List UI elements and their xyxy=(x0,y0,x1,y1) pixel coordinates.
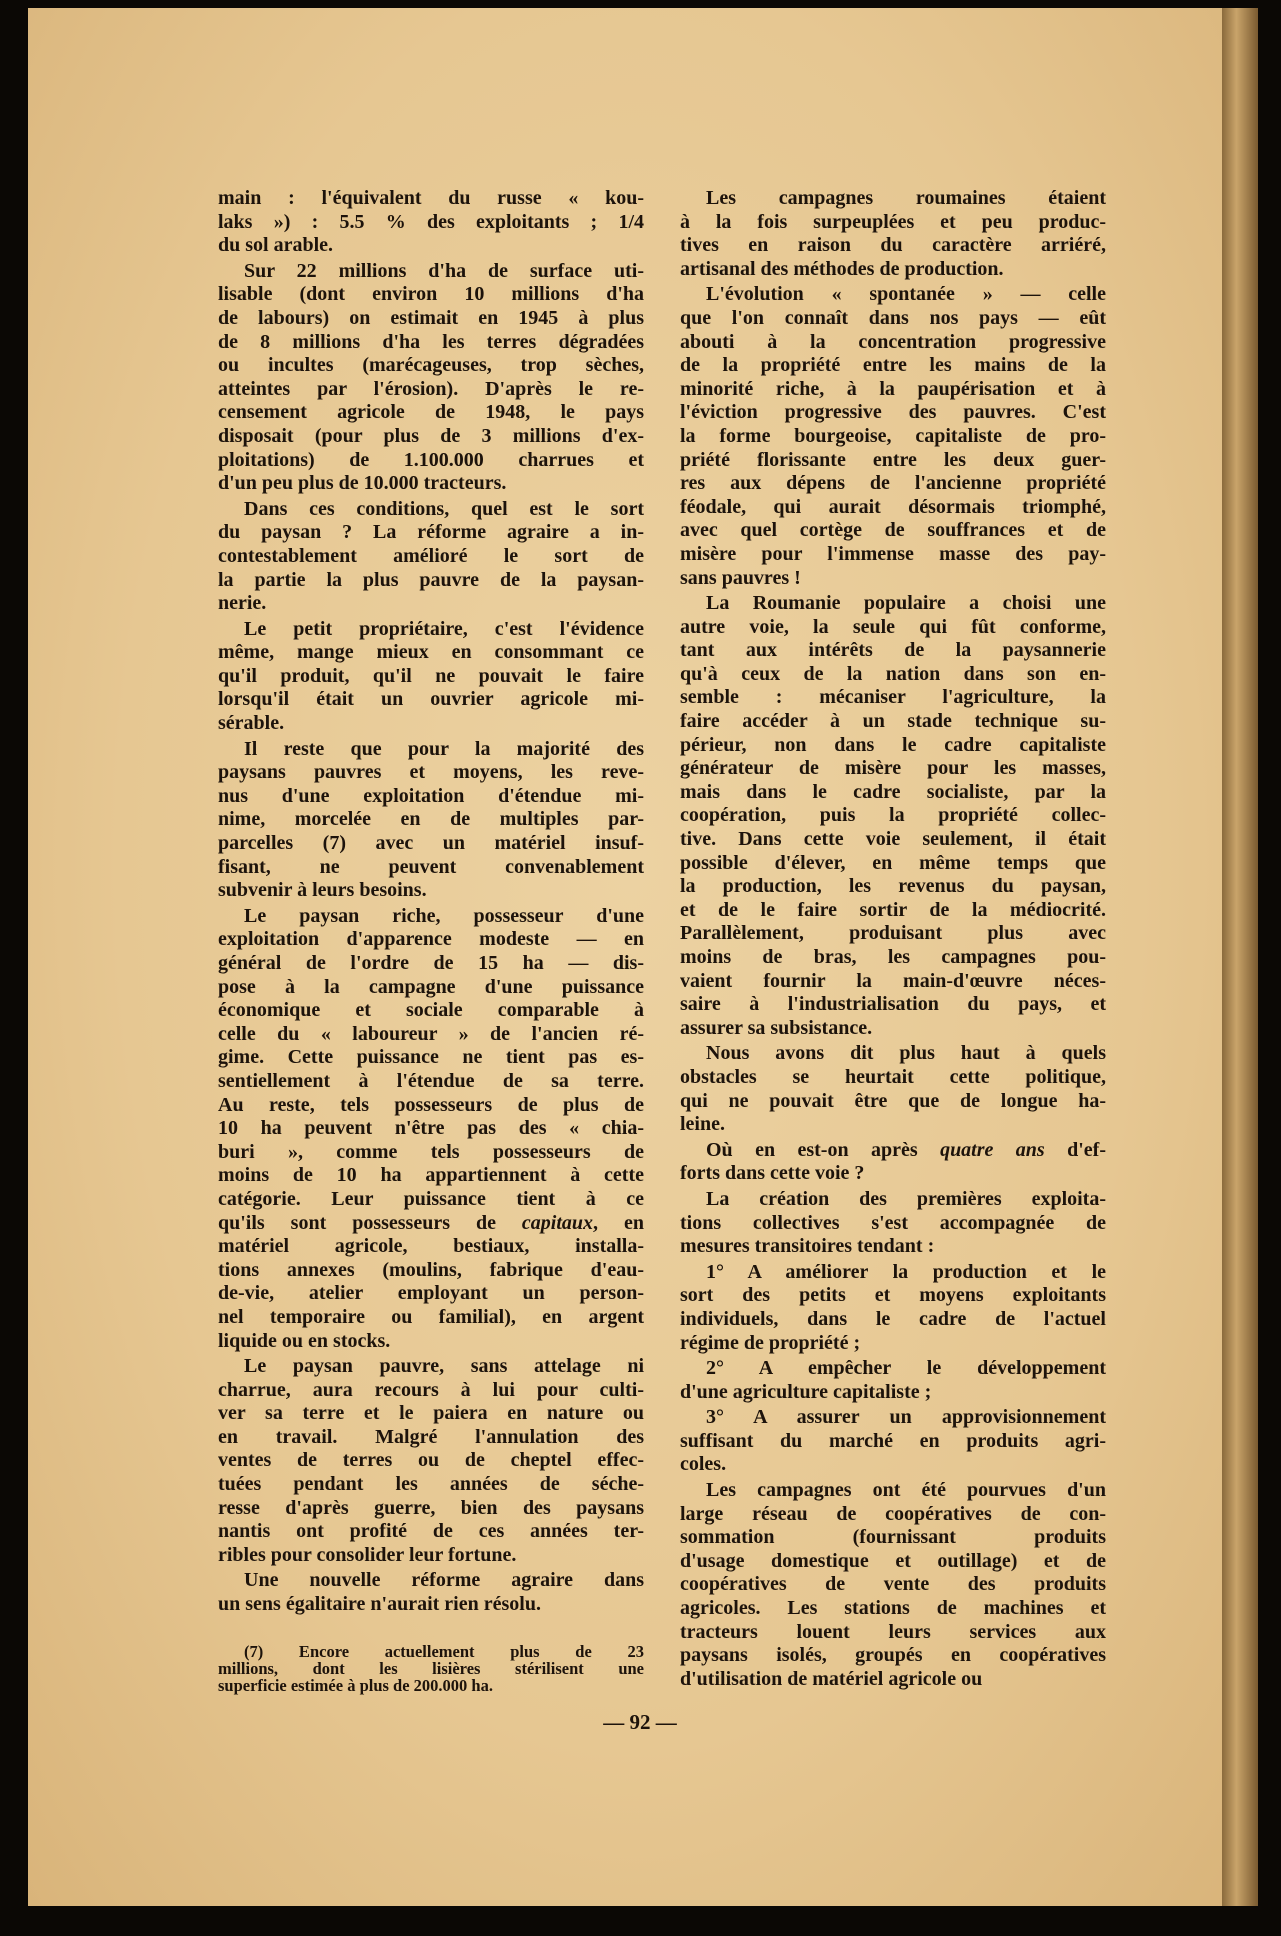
text-line: périeur, non dans le cadre capitaliste xyxy=(680,733,1106,756)
text-line: abouti à la concentration progressive xyxy=(680,330,1106,353)
text-line: agricoles. Les stations de machines et xyxy=(680,1597,1106,1620)
text-line: La Roumanie populaire a choisi une xyxy=(706,592,1106,615)
text-line: nime, morcelée en de multiples par- xyxy=(218,808,644,831)
text-line: de-vie, atelier employant un person- xyxy=(218,1282,644,1305)
text-line: coopération, puis la propriété collec- xyxy=(680,804,1106,827)
text-segment: , en xyxy=(593,1211,645,1234)
text-line: moins de 10 ha appartiennent à cette xyxy=(218,1164,644,1187)
paragraph xyxy=(218,738,644,903)
text-line: saire à l'industrialisation du pays, et xyxy=(680,993,1106,1016)
text-line: vaient fournir la main-d'œuvre néces- xyxy=(680,969,1106,992)
text-line: tives en raison du caractère arriéré, xyxy=(680,234,1106,257)
text-line: ver sa terre et le paiera en nature ou xyxy=(218,1402,644,1425)
text-line: féodale, qui aurait désormais triomphé, xyxy=(680,495,1106,518)
paragraph xyxy=(680,1042,1106,1136)
text-line: Les campagnes roumaines étaient xyxy=(706,187,1106,209)
text-line: disposait (pour plus de 3 millions d'ex- xyxy=(218,424,644,447)
text-line: sommation (fournissant produits xyxy=(680,1526,1106,1549)
text-line: Au reste, tels possesseurs de plus de xyxy=(218,1093,644,1116)
text-line: en travail. Malgré l'annulation des xyxy=(218,1425,644,1448)
text-line: qu'il produit, qu'il ne pouvait le faire xyxy=(218,664,644,687)
text-line: qui ne pouvait être que de longue ha- xyxy=(680,1089,1106,1112)
text-line: de la propriété entre les mains de la xyxy=(680,354,1106,377)
text-line: mesures transitoires tendant : xyxy=(680,1235,935,1258)
text-line: suffisant du marché en produits agri- xyxy=(680,1429,1106,1452)
text-line: nantis ont profité de ces années ter- xyxy=(218,1520,644,1543)
text-line: laks ») : 5.5 % des exploitants ; 1/4 xyxy=(218,210,644,233)
paragraph xyxy=(680,1139,1106,1186)
text-line: coopératives de vente des produits xyxy=(680,1573,1106,1596)
text-line: qu'à ceux de la nation dans son en- xyxy=(680,662,1106,685)
text-line: (7) Encore actuellement plus de 23 xyxy=(244,1642,644,1661)
text-line: 10 ha peuvent n'être pas des « chia- xyxy=(218,1117,644,1140)
text-line: Dans ces conditions, quel est le sort xyxy=(244,497,644,520)
text-line: ventes de terres ou de cheptel effec- xyxy=(218,1449,644,1472)
right-column xyxy=(680,187,1106,1693)
text-line: que l'on connaît dans nos pays — eût xyxy=(680,306,1106,329)
italic-text: capitaux xyxy=(521,1211,594,1234)
text-line: tuées pendant les années de séche- xyxy=(218,1473,644,1496)
text-line: parcelles (7) avec un matériel insuf- xyxy=(218,832,644,855)
text-line: et de le faire sortir de la médiocrité. xyxy=(680,898,1106,921)
text-line: semble : mécaniser l'agriculture, la xyxy=(680,686,1106,709)
paragraph xyxy=(680,1406,1106,1477)
text-line: exploitation d'apparence modeste — en xyxy=(218,928,644,951)
text-line: sans pauvres ! xyxy=(680,566,801,589)
text-line: la production, les revenus du paysan, xyxy=(680,875,1106,898)
text-line: Les campagnes ont été pourvues d'un xyxy=(706,1479,1106,1502)
text-line: individuels, dans le cadre de l'actuel xyxy=(680,1307,1106,1330)
text-line: du paysan ? La réforme agraire a in- xyxy=(218,521,644,544)
text-line: coles. xyxy=(680,1453,727,1476)
paragraph xyxy=(680,592,1106,1040)
paragraph xyxy=(218,1355,644,1567)
text-line: liquide ou en stocks. xyxy=(218,1329,391,1352)
text-line: avec quel cortège de souffrances et de xyxy=(680,519,1106,542)
text-line: res aux dépens de l'ancienne propriété xyxy=(680,472,1106,495)
text-line: 1° A améliorer la production et le xyxy=(706,1260,1106,1283)
text-line: forts dans cette voie ? xyxy=(680,1162,865,1185)
text-line: ploitations) de 1.100.000 charrues et xyxy=(218,448,644,471)
text-line: la forme bourgeoise, capitaliste de pro- xyxy=(680,424,1106,447)
text-line: paysans isolés, groupés en coopératives xyxy=(680,1644,1106,1667)
text-line: sort des petits et moyens exploitants xyxy=(680,1284,1106,1307)
text-line: tant aux intérêts de la paysannerie xyxy=(680,639,1106,662)
text-segment: qu'ils sont possesseurs de xyxy=(218,1211,522,1234)
text-line: faire accéder à un stade technique su- xyxy=(680,710,1106,733)
text-line: Nous avons dit plus haut à quels xyxy=(706,1042,1106,1065)
text-line: censement agricole de 1948, le pays xyxy=(218,401,644,424)
paragraph xyxy=(218,498,644,616)
text-line: La création des premières exploita- xyxy=(706,1187,1106,1210)
text-line: leine. xyxy=(680,1113,725,1136)
text-line: catégorie. Leur puissance tient à ce xyxy=(218,1187,644,1210)
text-line: fisant, ne peuvent convenablement xyxy=(218,855,644,878)
text-line: possible d'élever, en même temps que xyxy=(680,851,1106,874)
text-line: Le petit propriétaire, c'est l'évidence xyxy=(244,617,644,640)
text-line: misère pour l'immense masse des pay- xyxy=(680,542,1106,565)
text-line: L'évolution « spontanée » — celle xyxy=(706,283,1106,306)
text-line: tions collectives s'est accompagnée de xyxy=(680,1211,1106,1234)
text-line: subvenir à leurs besoins. xyxy=(218,879,427,902)
text-line: contestablement amélioré le sort de xyxy=(218,544,644,567)
text-line: pose à la campagne d'une puissance xyxy=(218,975,644,998)
text-line: 3° A assurer un approvisionnement xyxy=(706,1406,1106,1429)
text-line: Il reste que pour la majorité des xyxy=(244,737,644,760)
paragraph xyxy=(218,187,644,258)
italic-text: quatre ans xyxy=(940,1138,1045,1161)
text-line: gime. Cette puissance ne tient pas es- xyxy=(218,1046,644,1069)
page-number: — 92 — xyxy=(603,1710,677,1734)
text-line: moins de bras, les campagnes pou- xyxy=(680,946,1106,968)
text-line: générateur de misère pour les masses, xyxy=(680,757,1106,780)
text-line: Le paysan riche, possesseur d'une xyxy=(244,904,644,927)
paragraph xyxy=(680,1479,1106,1691)
text-line xyxy=(680,1139,1106,1163)
text-line: charrue, aura recours à lui pour culti- xyxy=(218,1378,644,1401)
text-line: 2° A empêcher le développement xyxy=(706,1357,1106,1380)
paragraph xyxy=(218,1569,644,1616)
paragraph xyxy=(680,1357,1106,1404)
text-line: de 8 millions d'ha les terres dégradées xyxy=(218,330,644,353)
text-line: millions, dont les lisières stérilisent une xyxy=(218,1659,644,1678)
paragraph xyxy=(218,905,644,1353)
text-line xyxy=(218,1212,644,1236)
paragraph xyxy=(218,260,644,496)
text-line: d'un peu plus de 10.000 tracteurs. xyxy=(218,472,507,495)
text-line: superficie estimée à plus de 200.000 ha. xyxy=(218,1676,493,1695)
text-line: du sol arable. xyxy=(218,234,334,257)
paragraph xyxy=(680,283,1106,590)
text-line: tive. Dans cette voie seulement, il était xyxy=(680,828,1106,851)
text-line: Une nouvelle réforme agraire dans xyxy=(244,1569,644,1592)
text-line: lorsqu'il était un ouvrier agricole mi- xyxy=(218,688,644,711)
text-line: tracteurs louent leurs services aux xyxy=(680,1620,1106,1643)
text-line: d'utilisation de matériel agricole ou xyxy=(680,1667,983,1690)
text-line: main : l'équivalent du russe « kou- xyxy=(218,187,644,209)
text-line: priété florissante entre les deux guer- xyxy=(680,448,1106,471)
text-line: tions annexes (moulins, fabrique d'eau- xyxy=(218,1258,644,1281)
left-column xyxy=(218,187,644,1619)
text-line: lisable (dont environ 10 millions d'ha xyxy=(218,283,644,306)
paragraph xyxy=(218,618,644,736)
text-line: nerie. xyxy=(218,592,267,615)
text-line: buri », comme tels possesseurs de xyxy=(218,1140,644,1163)
text-line: d'une agriculture capitaliste ; xyxy=(680,1380,932,1403)
text-line: mais dans le cadre socialiste, par la xyxy=(680,780,1106,803)
text-line: paysans pauvres et moyens, les reve- xyxy=(218,761,644,784)
text-line: Sur 22 millions d'ha de surface uti- xyxy=(244,259,644,282)
text-line: économique et sociale comparable à xyxy=(218,999,644,1022)
text-line: sérable. xyxy=(218,712,285,735)
text-line: Parallèlement, produisant plus avec xyxy=(680,922,1106,945)
text-line: l'éviction progressive des pauvres. C'est xyxy=(680,401,1106,424)
text-line: la partie la plus pauvre de la paysan- xyxy=(218,568,644,591)
text-line: Le paysan pauvre, sans attelage ni xyxy=(244,1355,644,1378)
text-line: même, mange mieux en consommant ce xyxy=(218,641,644,664)
footnote xyxy=(218,1643,644,1694)
text-line: assurer sa subsistance. xyxy=(680,1016,873,1039)
text-line: minorité riche, à la paupérisation et à xyxy=(680,377,1106,400)
text-line: régime de propriété ; xyxy=(680,1331,861,1354)
text-line: nus d'une exploitation d'étendue mi- xyxy=(218,784,644,807)
text-line: d'usage domestique et outillage) et de xyxy=(680,1549,1106,1572)
text-line: resse d'après guerre, bien des paysans xyxy=(218,1496,644,1519)
text-line: autre voie, la seule qui fût conforme, xyxy=(680,615,1106,638)
text-line: sentiellement à l'étendue de sa terre. xyxy=(218,1069,644,1092)
text-line: général de l'ordre de 15 ha — dis- xyxy=(218,952,644,974)
text-line: ribles pour consolider leur fortune. xyxy=(218,1543,517,1566)
text-line: ou incultes (marécageuses, trop sèches, xyxy=(218,354,644,377)
text-line: de labours) on estimait en 1945 à plus xyxy=(218,306,644,329)
text-line: matériel agricole, bestiaux, installa- xyxy=(218,1235,644,1258)
text-line: atteintes par l'érosion). D'après le re- xyxy=(218,377,644,400)
text-line: nel temporaire ou familial), en argent xyxy=(218,1305,644,1328)
text-segment: d'ef- xyxy=(1044,1138,1106,1161)
text-line: à la fois surpeuplées et peu produc- xyxy=(680,210,1106,233)
text-segment: Où en est-on après xyxy=(706,1138,941,1161)
paragraph xyxy=(680,1188,1106,1259)
page-edge xyxy=(1222,8,1258,1906)
text-line: un sens égalitaire n'aurait rien résolu. xyxy=(218,1593,541,1616)
text-line: artisanal des méthodes de production. xyxy=(680,257,1004,280)
text-line: large réseau de coopératives de con- xyxy=(680,1502,1106,1525)
paragraph xyxy=(680,1261,1106,1355)
text-line: celle du « laboureur » de l'ancien ré- xyxy=(218,1022,644,1045)
text-line: obstacles se heurtait cette politique, xyxy=(680,1065,1106,1088)
paragraph xyxy=(680,187,1106,281)
